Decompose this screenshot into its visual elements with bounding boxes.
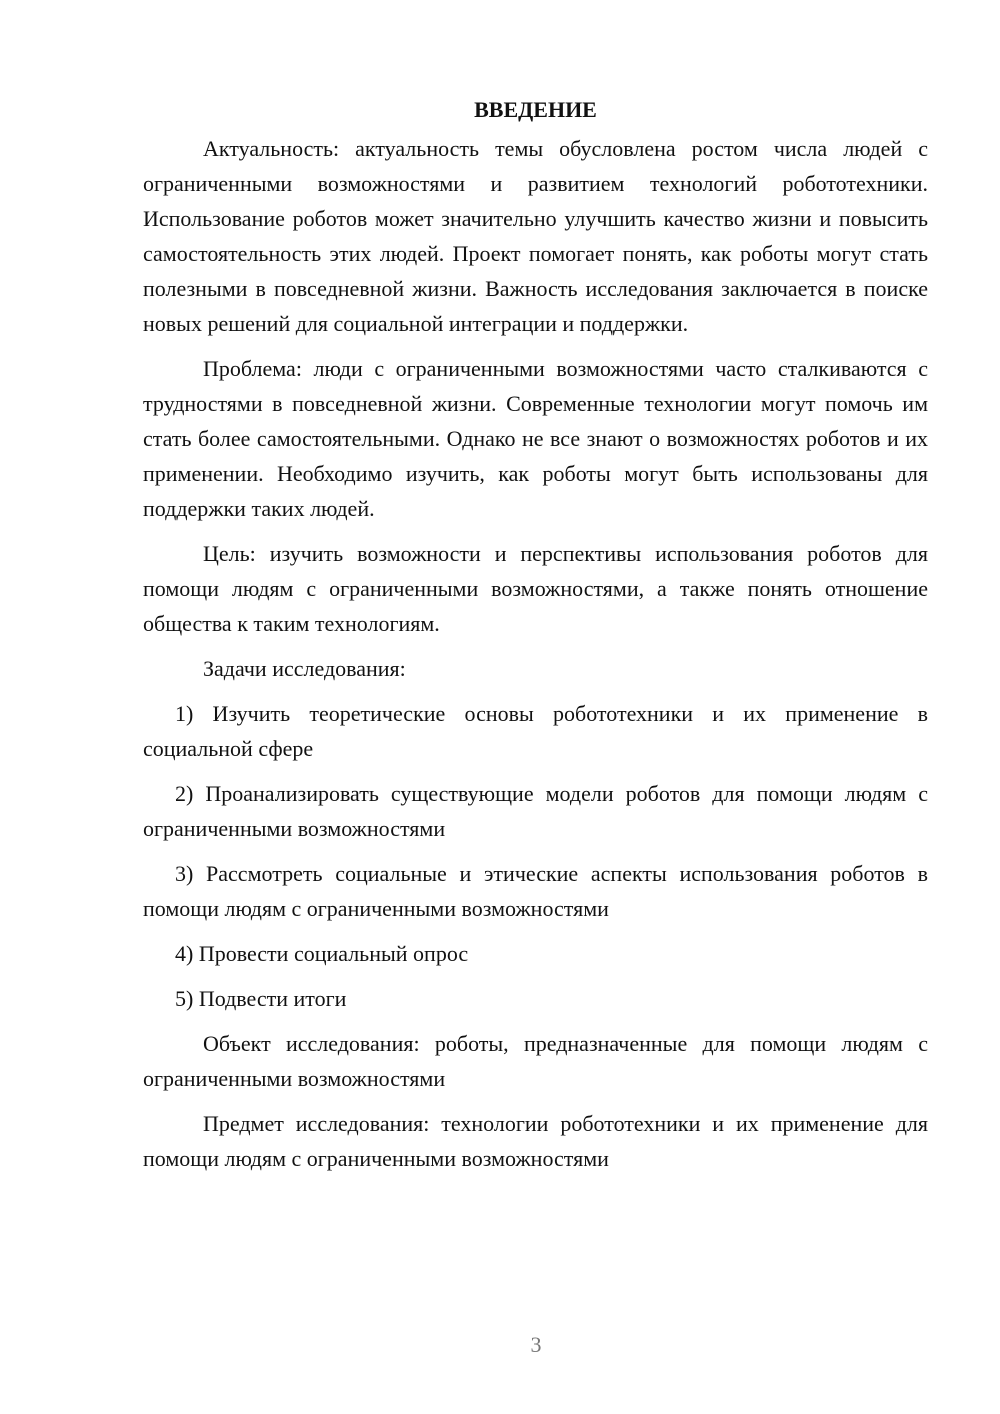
paragraph-goal: Цель: изучить возможности и перспективы использования роботов для помощи людям с ограниченными возможностями, а также понять отношение общества к таким технологиям. <box>143 541 928 636</box>
list-item: 2) Проанализировать существующие модели роботов для помощи людям с ограниченными возможностями <box>143 781 928 841</box>
page-title: ВВЕДЕНИЕ <box>474 97 597 122</box>
list-item: 1) Изучить теоретические основы робототехники и их применение в социальной сфере <box>143 701 928 761</box>
list-item: 5) Подвести итоги <box>175 986 347 1011</box>
tasks-list <box>143 696 928 1016</box>
tasks-heading: Задачи исследования: <box>203 656 406 681</box>
paragraph-relevance: Актуальность: актуальность темы обусловлена ростом числа людей с ограниченными возможностями и развитием технологий робототехники. Использование роботов может значительно улучшить качество жизни и повысить самостоятельность этих людей. Проект помогает понять, как роботы могут стать полезными в повседневной жизни. Важность исследования заключается в поиске новых решений для социальной интеграции и поддержки. <box>143 136 928 336</box>
list-item: 3) Рассмотреть социальные и этические аспекты использования роботов в помощи людям с ограниченными возможностями <box>143 861 928 921</box>
list-item: 4) Провести социальный опрос <box>175 941 469 966</box>
paragraph-subject: Предмет исследования: технологии робототехники и их применение для помощи людям с ограниченными возможностями <box>143 1111 928 1171</box>
document-page <box>143 92 928 1186</box>
paragraph-object: Объект исследования: роботы, предназначенные для помощи людям с ограниченными возможностями <box>143 1031 928 1091</box>
paragraph-problem: Проблема: люди с ограниченными возможностями часто сталкиваются с трудностями в повседневной жизни. Современные технологии могут помочь им стать более самостоятельными. Однако не все знают о возможностях роботов и их применении. Необходимо изучить, как роботы могут быть использованы для поддержки таких людей. <box>143 356 928 521</box>
page-number: 3 <box>530 1332 542 1357</box>
